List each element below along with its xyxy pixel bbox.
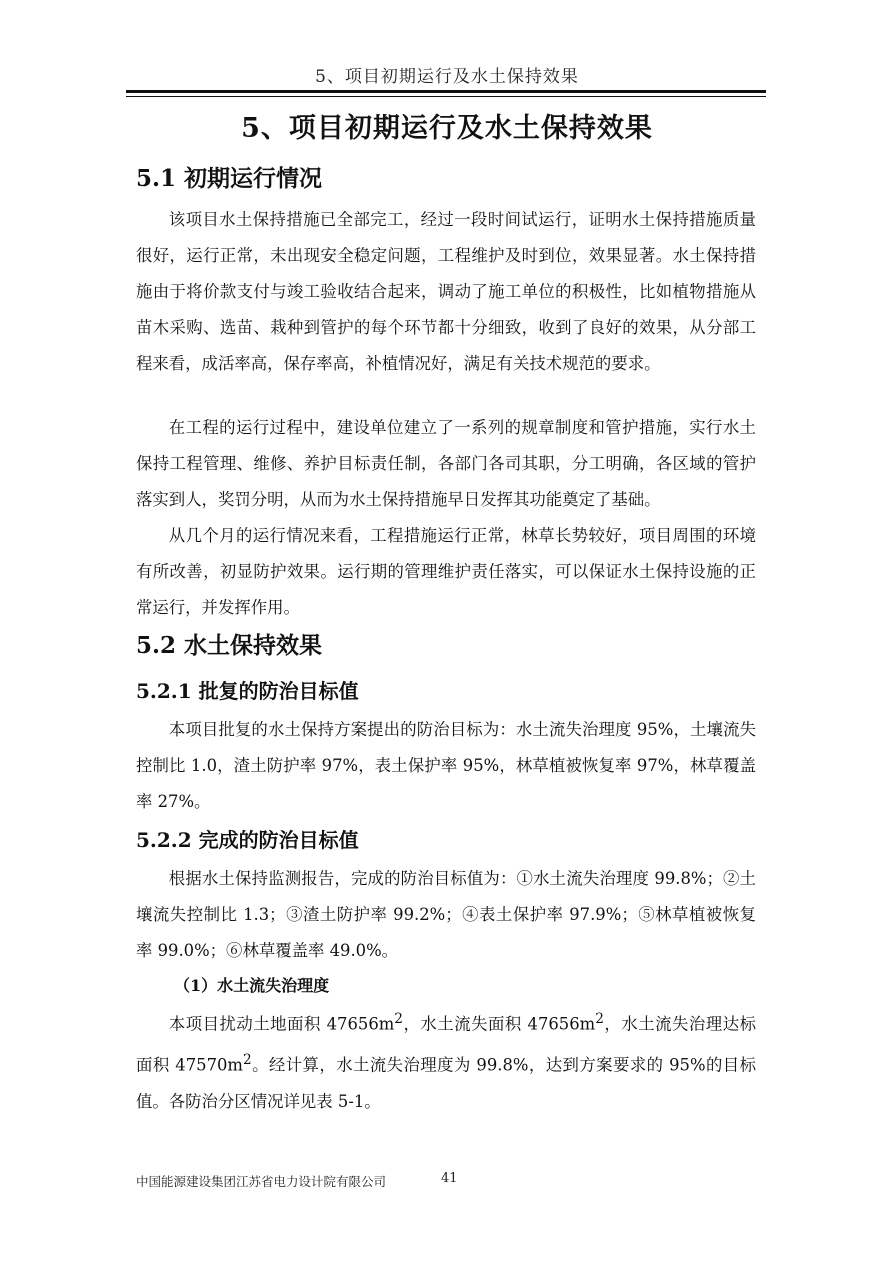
erosion-area-text: ，水土流失面积 47656m [403,1014,596,1034]
disturbed-area-text: 本项目扰动土地面积 47656m [168,1014,395,1034]
subsection-1-heading: （1）水土流失治理度 [174,976,330,995]
header-rule-thick [126,90,766,93]
area-unit-superscript: 2 [242,1052,252,1069]
chapter-title: 5、项目初期运行及水土保持效果 [241,113,653,144]
section-5-1-heading: 5.1 初期运行情况 [136,165,323,192]
treatment-result-text: 。经计算，水土流失治理度为 99.8%，达到方案要求的 95%的目标值。各防治分区情况详见表 5-1。 [136,1055,756,1111]
section-5-2-1-heading: 5.2.1 批复的防治目标值 [136,679,359,703]
section-5-1-paragraph-1: 该项目水土保持措施已全部完工，经过一段时间试运行，证明水土保持措施质量很好，运行正常，未出现安全稳定问题，工程维护及时到位，效果显著。水土保持措施由于将价款支付与竣工验收结合起来，调动了施工单位的积极性，比如植物措施从苗木采购、选苗、栽种到管护的每个环节都十分细致，收到了良好的效果，从分部工程来看，成活率高，保存率高，补植情况好，满足有关技术规范的要求。 [136,210,756,373]
section-5-2-heading: 5.2 水土保持效果 [136,632,323,659]
section-5-2-2-paragraph: 根据水土保持监测报告，完成的防治目标值为：①水土流失治理度 99.8%；②土壤流失控制比 1.3；③渣土防护率 99.2%；④表土保护率 97.9%；⑤林草植被恢复率 99.0%；⑥林草覆盖率 49.0%。 [136,869,756,960]
section-5-1-paragraph-3: 从几个月的运行情况来看，工程措施运行正常，林草长势较好，项目周围的环境有所改善，初显防护效果。运行期的管理维护责任落实，可以保证水土保持设施的正常运行，并发挥作用。 [136,526,756,617]
footer-organization: 中国能源建设集团江苏省电力设计院有限公司 [136,1174,387,1189]
header-rule-thin [126,96,766,97]
area-unit-superscript: 2 [595,1011,604,1027]
treated-area-text: ，水土流失治理达标面积 47570m [136,1014,756,1075]
subsection-1-paragraph [136,1001,756,1120]
section-5-1-paragraph-2: 在工程的运行过程中，建设单位建立了一系列的规章制度和管护措施，实行水土保持工程管理、维修、养护目标责任制，各部门各司其职，分工明确，各区域的管护落实到人，奖罚分明，从而为水土保持措施早日发挥其功能奠定了基础。 [136,418,756,509]
page-number: 41 [441,1171,458,1186]
running-header: 5、项目初期运行及水土保持效果 [315,67,579,87]
area-unit-superscript: 2 [394,1011,403,1027]
section-5-2-1-paragraph: 本项目批复的水土保持方案提出的防治目标为：水土流失治理度 95%，土壤流失控制比 1.0，渣土防护率 97%，表土保护率 95%，林草植被恢复率 97%，林草覆盖率 27%。 [136,720,756,811]
section-5-2-2-heading: 5.2.2 完成的防治目标值 [136,828,359,852]
